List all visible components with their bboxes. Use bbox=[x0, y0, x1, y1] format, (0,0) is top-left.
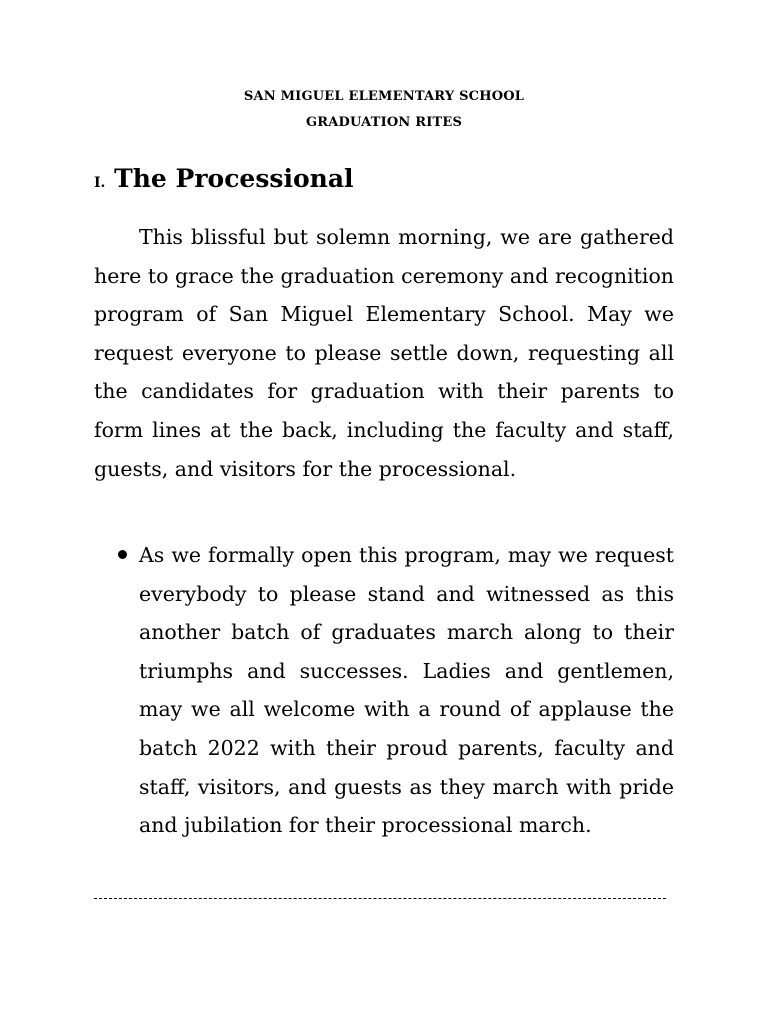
school-name-header: SAN MIGUEL ELEMENTARY SCHOOL bbox=[243, 89, 525, 104]
section-heading bbox=[94, 164, 354, 193]
bullet-list bbox=[94, 536, 674, 845]
dashed-separator bbox=[94, 898, 666, 899]
event-name-header: GRADUATION RITES bbox=[305, 115, 463, 130]
list-item bbox=[94, 536, 674, 845]
bullet-icon bbox=[118, 550, 127, 559]
section-title: The Processional bbox=[114, 164, 354, 193]
bullet-text: As we formally open this program, may we request everybody to please stand and witnessed as this another batch of graduates march along to their triumphs and successes. Ladies and gentlemen, may we all welcome with a round of applause the batch 2022 with their proud parents, faculty and staff, visitors, and guests as they march with pride and jubilation for their processional march. bbox=[139, 543, 674, 838]
intro-paragraph: This blissful but solemn morning, we are gathered here to grace the graduation ceremony and recognition program of San Miguel Elementary School. May we request everyone to please settle down, requesting all the candidates for graduation with their parents to form lines at the back, including the faculty and staff, guests, and visitors for the processional. bbox=[94, 225, 674, 481]
section-number: I. bbox=[94, 175, 106, 191]
